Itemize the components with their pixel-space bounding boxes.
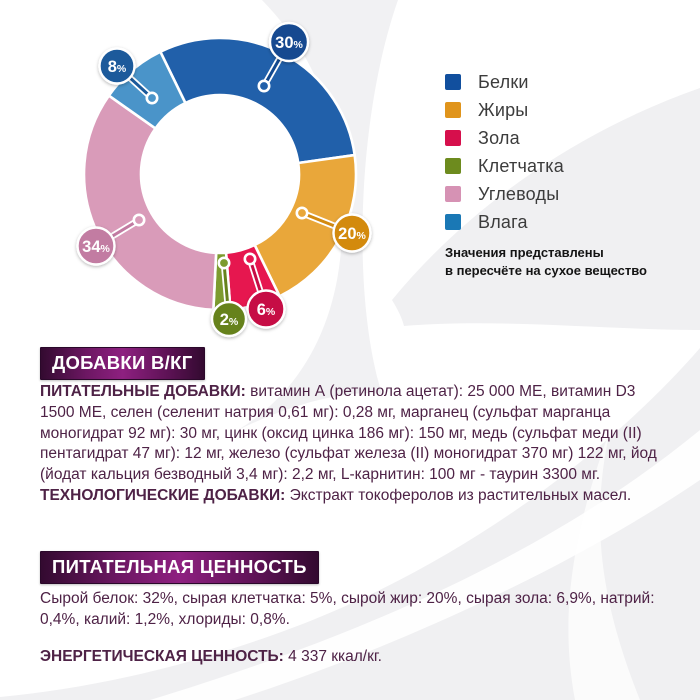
legend-label: Клетчатка — [478, 155, 564, 176]
nutrition-composition-text: Сырой белок: 32%, сырая клетчатка: 5%, сырой жир: 20%, сырая зола: 6,9%, натрий: 0,4%, калий: 1,2%, хлориды: 0,8%. — [40, 590, 655, 628]
percent-badge-label: 6% — [256, 300, 276, 319]
legend-item-Углеводы — [445, 180, 564, 208]
legend-label: Жиры — [478, 99, 529, 120]
technological-additives-text: Экстракт токоферолов из растительных масел. — [285, 486, 632, 504]
additives-section-header: ДОБАВКИ В/КГ — [40, 347, 205, 380]
legend-swatch-icon — [445, 214, 461, 230]
percent-badge-label: 30% — [275, 33, 303, 52]
donut-segment-Белки — [160, 38, 354, 163]
nutrition-section-header: ПИТАТЕЛЬНАЯ ЦЕННОСТЬ — [40, 551, 319, 584]
percent-badge-label: 34% — [82, 237, 110, 256]
additives-paragraph — [40, 382, 664, 507]
legend-label: Белки — [478, 71, 529, 92]
legend-note-line1: Значения представлены — [445, 245, 604, 260]
legend-note — [445, 244, 675, 281]
leader-dot — [134, 215, 144, 225]
technological-additives-label: ТЕХНОЛОГИЧЕСКИЕ ДОБАВКИ: — [40, 486, 286, 504]
legend-item-Белки — [445, 68, 564, 96]
leader-dot — [259, 81, 269, 91]
donut-segment-Углеводы — [84, 96, 216, 310]
energy-value-text: 4 337 ккал/кг. — [283, 648, 382, 665]
leader-dot — [219, 258, 229, 268]
legend-swatch-icon — [445, 74, 461, 90]
legend-label: Зола — [478, 127, 520, 148]
legend-item-Клетчатка — [445, 152, 564, 180]
legend-item-Жиры — [445, 96, 564, 124]
percent-badge-label: 2% — [219, 310, 239, 329]
legend-swatch-icon — [445, 186, 461, 202]
nutritional-additives-label: ПИТАТЕЛЬНЫЕ ДОБАВКИ: — [40, 383, 246, 400]
percent-badge-label: 8% — [107, 57, 127, 76]
legend-item-Влага — [445, 208, 564, 236]
energy-value-label: ЭНЕРГЕТИЧЕСКАЯ ЦЕННОСТЬ: — [40, 648, 284, 665]
chart-legend — [445, 68, 564, 236]
legend-item-Зола — [445, 124, 564, 152]
leader-dot — [245, 254, 255, 264]
legend-swatch-icon — [445, 158, 461, 174]
nutritional-additives-text: витамин А (ретинола ацетат): 25 000 МЕ, витамин D3 1500 МЕ, селен (селенит натрия 0,61 мг): 0,28 мг, марганец (сульфат марганца моногидрат 92 мг): 30 мг, цинк (оксид цинка 186 мг): 150 мг, медь (сульфат меди (II) пентагидрат 47 мг): 12 мг, железо (сульфат железа (II) моногидрат 370 мг) 122 мг, йод (йодат кальция безводный 3,4 мг): 2,2 мг, L-карнитин: 100 мг - таурин 3300 мг. — [40, 383, 657, 484]
leader-dot — [147, 93, 157, 103]
legend-swatch-icon — [445, 130, 461, 146]
legend-swatch-icon — [445, 102, 461, 118]
legend-label: Углеводы — [478, 183, 560, 204]
energy-value-line — [40, 647, 664, 668]
leader-dot — [297, 208, 307, 218]
legend-label: Влага — [478, 211, 528, 232]
percent-badge-label: 20% — [338, 224, 366, 243]
legend-note-line2: в пересчёте на сухое вещество — [445, 263, 648, 279]
